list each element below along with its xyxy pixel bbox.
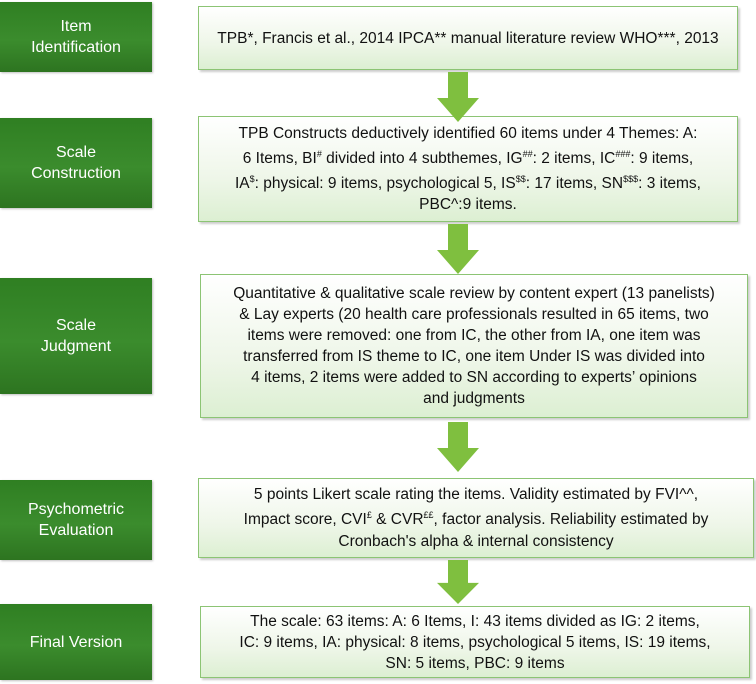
stage-label: Item Identification xyxy=(31,18,121,56)
superscript-mark: ££ xyxy=(423,510,434,521)
down-arrow-icon xyxy=(437,72,479,122)
superscript-mark: # xyxy=(316,148,322,159)
superscript-mark: $$ xyxy=(515,174,526,184)
stage-label: Psychometric Evaluation xyxy=(27,501,125,539)
box-scale-construction xyxy=(198,116,738,222)
stage-label: Scale Judgment xyxy=(40,317,112,355)
stage-scale-judgment xyxy=(0,278,152,394)
box-final-version xyxy=(200,606,750,678)
stage-final-version xyxy=(0,604,152,680)
superscript-mark: $ xyxy=(249,174,255,184)
box-text: TPB Constructs deductively identified 60 items under 4 Themes: A: 6 Items, BI# divided into 4 subthemes, IG##: 2 items, IC###: 9 items, IA$: physical: 9 items, psychological 5, IS$$: 17 items, SN$$$: 3 items, PBC^:9 items. xyxy=(235,124,701,214)
stage-scale-construction xyxy=(0,118,152,208)
box-text: TPB*, Francis et al., 2014 IPCA** manual literature review WHO***, 2013 xyxy=(217,29,719,47)
box-text: Quantitative & qualitative scale review by content expert (13 panelists) & Lay experts (20 health care professionals resulted in 65 items, two items were removed: one from IC, the other from IA, one item was transferred from IS theme to IC, one item Under IS was divided into 4 items, 2 items were added to SN according to experts’ opinions and judgments xyxy=(233,285,715,407)
down-arrow-icon xyxy=(437,560,479,604)
box-text: The scale: 63 items: A: 6 Items, I: 43 items divided as IG: 2 items, IC: 9 items, IA: physical: 8 items, psychological 5 items, IS: 19 items, SN: 5 items, PBC: 9 items xyxy=(239,612,711,672)
stage-psychometric-evaluation xyxy=(0,480,152,560)
box-psychometric-evaluation xyxy=(198,478,754,558)
down-arrow-icon xyxy=(437,224,479,274)
stage-item-identification xyxy=(0,2,152,72)
box-text: 5 points Likert scale rating the items. Validity estimated by FVI^^, Impact score, CVI£ & CVR££, factor analysis. Reliability estimated by Cronbach's alpha & internal consistency xyxy=(243,486,709,550)
stage-label: Scale Construction xyxy=(31,144,121,182)
stage-label: Final Version xyxy=(29,633,123,651)
box-scale-judgment xyxy=(200,274,748,418)
box-item-identification xyxy=(198,6,738,70)
superscript-mark: £ xyxy=(366,510,372,521)
down-arrow-icon xyxy=(437,422,479,472)
superscript-mark: ### xyxy=(615,148,631,159)
superscript-mark: ## xyxy=(522,148,533,159)
superscript-mark: $$$ xyxy=(623,174,639,184)
